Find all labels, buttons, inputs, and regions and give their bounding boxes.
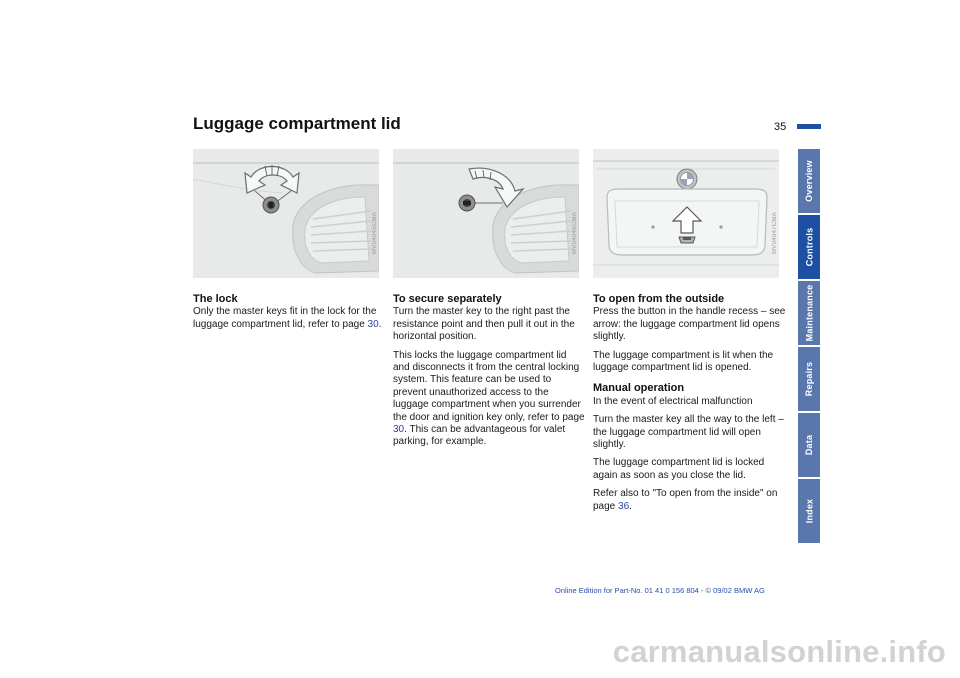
page-accent-bar (797, 124, 821, 129)
page-number: 35 (774, 121, 787, 133)
tab-maintenance[interactable]: Maintenance (798, 281, 820, 345)
footer-edition-note: Online Edition for Part-No. 01 41 0 156 804 - © 09/02 BMW AG (555, 586, 765, 595)
lock-figure (193, 149, 379, 278)
manual-paragraph: In the event of electrical malfunction (593, 395, 753, 407)
open-paragraph: Press the button in the handle recess – see arrow: the luggage compartment lid opens slightly. (593, 306, 786, 343)
secure-figure (393, 149, 579, 278)
lock-section (193, 293, 383, 337)
manual-paragraph: Refer also to "To open from the inside" on page 36. (593, 488, 778, 512)
page-reference-link[interactable]: 30 (393, 424, 405, 436)
manual-paragraph: Turn the master key all the way to the left – the luggage compartment lid will open slightly. (593, 414, 784, 451)
open-outside-figure (593, 149, 779, 278)
secure-section (393, 293, 585, 455)
figure-code: MV04046CMA (572, 211, 578, 254)
tab-overview[interactable]: Overview (798, 149, 820, 213)
lock-key-turn-right-illustration (393, 149, 579, 278)
tab-repairs[interactable]: Repairs (798, 347, 820, 411)
chapter-tabs (798, 149, 820, 545)
manual-heading: Manual operation (593, 382, 685, 395)
page-title: Luggage compartment lid (193, 114, 401, 133)
trunk-lid-handle-arrow-illustration (593, 149, 779, 278)
page-reference-link[interactable]: 36 (618, 500, 630, 512)
secure-heading: To secure separately (393, 293, 502, 305)
secure-paragraph: Turn the master key to the right past the resistance point and then pull it out in the horizontal position. (393, 306, 575, 343)
site-watermark (0, 630, 960, 678)
figure-code: MV04047CMA (772, 211, 778, 254)
tab-index[interactable]: Index (798, 479, 820, 543)
tab-controls[interactable]: Controls (798, 215, 820, 279)
page-reference-link[interactable]: 30 (367, 318, 379, 330)
secure-paragraph: This locks the luggage compartment lid and disconnects it from the central locking system. This feature can be used to prevent unauthorized access to the luggage compartment when you surrender the door and ignition key only, refer to page 30. This can be advantageous for valet parking, for example. (393, 349, 585, 448)
open-paragraph: The luggage compartment is lit when the luggage compartment lid is opened. (593, 349, 774, 374)
open-heading: To open from the outside (593, 293, 725, 305)
figure-code: MV04045CMA (372, 211, 378, 254)
manual-paragraph: The luggage compartment lid is locked again as soon as you close the lid. (593, 457, 765, 481)
tab-data[interactable]: Data (798, 413, 820, 477)
lock-key-swivel-illustration (193, 149, 379, 278)
lock-heading: The lock (193, 293, 238, 305)
open-section (593, 293, 788, 519)
lock-text: Only the master keys fit in the lock for the luggage compartment lid, refer to page 30. (193, 306, 382, 330)
watermark-text: carmanualsonline.info (612, 634, 946, 669)
